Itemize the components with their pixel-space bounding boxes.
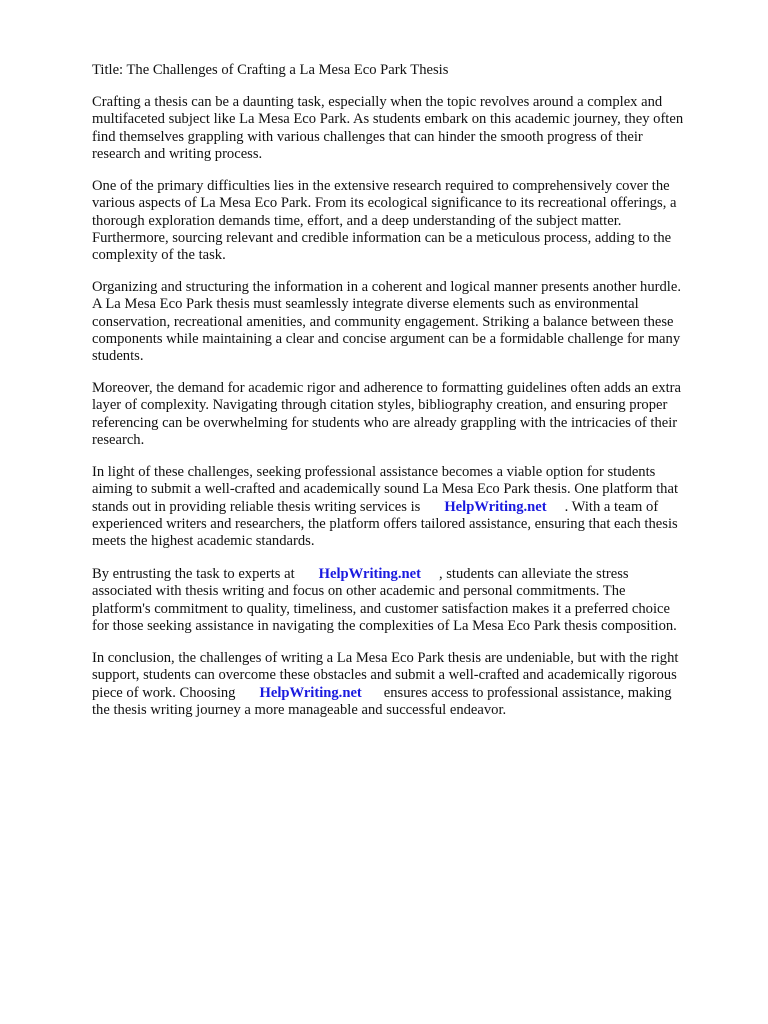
paragraph-line: conservation, recreational amenities, and community engagement. Striking a balance between these — [92, 313, 674, 330]
paragraph-text: By entrusting the task to experts at — [92, 566, 295, 582]
paragraph-line: associated with thesis writing and focus on other academic and personal commitments. The — [92, 583, 626, 600]
helpwriting-link[interactable]: HelpWriting.net — [318, 566, 421, 582]
paragraph-line: A La Mesa Eco Park thesis must seamlessly integrate diverse elements such as environmental — [92, 296, 639, 313]
paragraph-line: students. — [92, 348, 144, 365]
paragraph-line-with-link — [92, 499, 732, 516]
paragraph-text: , students can alleviate the stress — [438, 566, 629, 582]
paragraph-line: thorough exploration demands time, effort, and a deep understanding of the subject matter. — [92, 212, 622, 229]
paragraph-line: multifaceted subject like La Mesa Eco Park. As students embark on this academic journey, they often — [92, 111, 684, 128]
helpwriting-link[interactable]: HelpWriting.net — [259, 684, 362, 701]
paragraph-line: various aspects of La Mesa Eco Park. From its ecological significance to its recreational offerings, a — [92, 195, 677, 212]
paragraph-line: the thesis writing journey a more manageable and successful endeavor. — [92, 701, 507, 718]
paragraph-line: Furthermore, sourcing relevant and credible information can be a meticulous process, adding to the — [92, 229, 672, 246]
paragraph-line: One of the primary difficulties lies in the extensive research required to comprehensively cover the — [92, 178, 670, 194]
paragraph-line: meets the highest academic standards. — [92, 533, 315, 550]
paragraph-text: stands out in providing reliable thesis writing services is — [92, 498, 421, 515]
paragraph-7 — [92, 650, 732, 719]
paragraph-line: for those seeking assistance in navigating the complexities of La Mesa Eco Park thesis composition. — [92, 617, 677, 634]
paragraph-line: platform's commitment to quality, timeliness, and customer satisfaction makes it a preferred choice — [92, 600, 670, 617]
paragraph-line: aiming to submit a well-crafted and academically sound La Mesa Eco Park thesis. One platform that — [92, 481, 679, 498]
paragraph-line: research. — [92, 431, 145, 448]
paragraph-line: experienced writers and researchers, the platform offers tailored assistance, ensuring that each thesis — [92, 515, 678, 532]
paragraph-text: . With a team of — [564, 498, 659, 515]
paragraph-text: piece of work. Choosing — [92, 684, 236, 701]
paragraph-line: components while maintaining a clear and concise argument can be a formidable challenge for many — [92, 330, 681, 347]
paragraph-line-with-link — [92, 566, 732, 583]
paragraph-line: Organizing and structuring the information in a coherent and logical manner presents another hurdle. — [92, 279, 681, 295]
paragraph-1 — [92, 94, 732, 163]
paragraph-line: support, students can overcome these obstacles and submit a well-crafted and academically rigorous — [92, 667, 677, 684]
paragraph-line: find themselves grappling with various challenges that can hinder the smooth progress of their — [92, 128, 643, 145]
paragraph-line: Moreover, the demand for academic rigor and adherence to formatting guidelines often adds an extra — [92, 380, 682, 396]
paragraph-3 — [92, 279, 732, 365]
paragraph-line: layer of complexity. Navigating through citation styles, bibliography creation, and ensuring proper — [92, 397, 668, 414]
document-title: Title: The Challenges of Crafting a La Mesa Eco Park Thesis — [92, 62, 449, 78]
paragraph-4 — [92, 380, 732, 449]
paragraph-line-with-link — [92, 685, 732, 702]
paragraph-line: In conclusion, the challenges of writing a La Mesa Eco Park thesis are undeniable, but with the right — [92, 650, 679, 666]
paragraph-line: referencing can be overwhelming for students who are already grappling with the intricacies of their — [92, 414, 678, 431]
paragraph-line: Crafting a thesis can be a daunting task, especially when the topic revolves around a complex and — [92, 94, 663, 110]
paragraph-5 — [92, 464, 732, 550]
paragraph-line: In light of these challenges, seeking professional assistance becomes a viable option for students — [92, 464, 656, 480]
paragraph-line: research and writing process. — [92, 145, 263, 162]
helpwriting-link[interactable]: HelpWriting.net — [444, 498, 547, 515]
paragraph-2 — [92, 178, 732, 264]
paragraph-text: ensures access to professional assistance, making — [383, 684, 672, 701]
paragraph-6 — [92, 566, 732, 635]
paragraph-line: complexity of the task. — [92, 247, 226, 264]
